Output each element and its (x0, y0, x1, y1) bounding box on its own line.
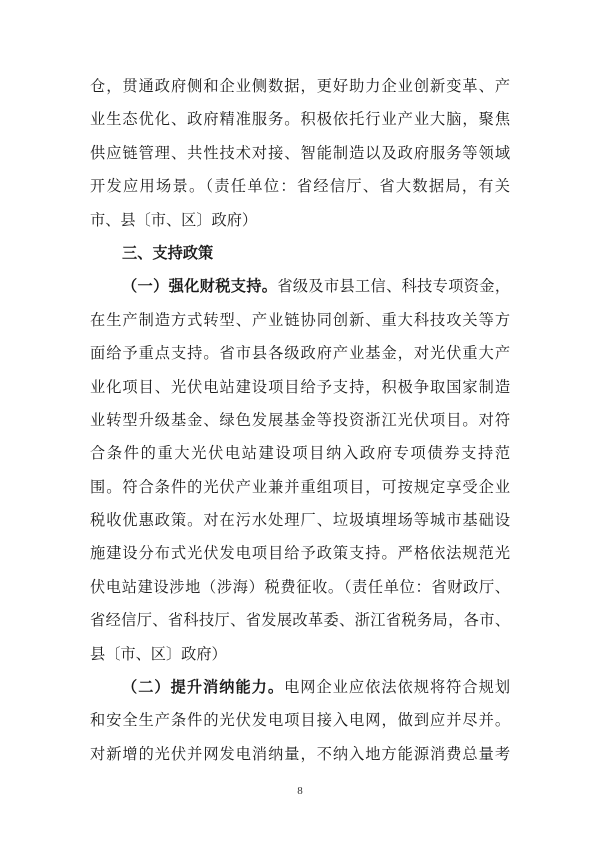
paragraph-line: 在生产制造方式转型、产业链协同创新、重大科技攻关等方 (90, 310, 510, 329)
paragraph-line: 对新增的光伏并网发电消纳量，不纳入地方能源消费总量考 (90, 744, 510, 763)
paragraph-line: 围。符合条件的光伏产业兼并重组项目，可按规定享受企业 (90, 477, 510, 496)
item-title: （二）提升消纳能力。 (122, 678, 285, 697)
paragraph-first-line (90, 270, 510, 303)
paragraph-line: 开发应用场景。（责任单位：省经信厅、省大数据局，有关 (90, 177, 510, 196)
paragraph-line: 施建设分布式光伏发电项目给予政策支持。严格依法规范光 (90, 544, 510, 563)
paragraph-line: 业转型升级基金、绿色发展基金等投资浙江光伏项目。对符 (90, 410, 510, 429)
paragraph-line: 业化项目、光伏电站建设项目给予支持，积极争取国家制造 (90, 377, 510, 396)
paragraph-line: 和安全生产条件的光伏发电项目接入电网，做到应并尽并。 (90, 711, 510, 730)
paragraph-first-line (90, 671, 510, 704)
item-text: 省级及市县工信、科技专项资金， (277, 277, 511, 296)
paragraph-line: 仓，贯通政府侧和企业侧数据，更好助力企业创新变革、产 (90, 77, 510, 95)
paragraph-line: 业生态优化、政府精准服务。积极依托行业产业大脑，聚焦 (90, 110, 510, 129)
item-title: （一）强化财税支持。 (122, 277, 278, 296)
item-text: 电网企业应依法依规将符合规划 (284, 678, 511, 697)
paragraph-line: 县〔市、区〕政府） (90, 644, 227, 663)
section-heading: 三、支持政策 (122, 243, 214, 262)
paragraph-line: 省经信厅、省科技厅、省发展改革委、浙江省税务局，各市、 (90, 611, 510, 630)
paragraph-line: 供应链管理、共性技术对接、智能制造以及政府服务等领域 (90, 143, 510, 162)
paragraph-line: 面给予重点支持。省市县各级政府产业基金，对光伏重大产 (90, 344, 510, 363)
paragraph-line: 伏电站建设涉地（涉海）税费征收。（责任单位：省财政厅、 (90, 577, 510, 596)
paragraph-line: 税收优惠政策。对在污水处理厂、垃圾填埋场等城市基础设 (90, 511, 510, 530)
page-number: 8 (297, 785, 303, 797)
document-body (90, 70, 510, 771)
paragraph-line: 市、县〔市、区〕政府） (90, 210, 258, 229)
paragraph-line: 合条件的重大光伏电站建设项目纳入政府专项债券支持范 (90, 444, 510, 463)
